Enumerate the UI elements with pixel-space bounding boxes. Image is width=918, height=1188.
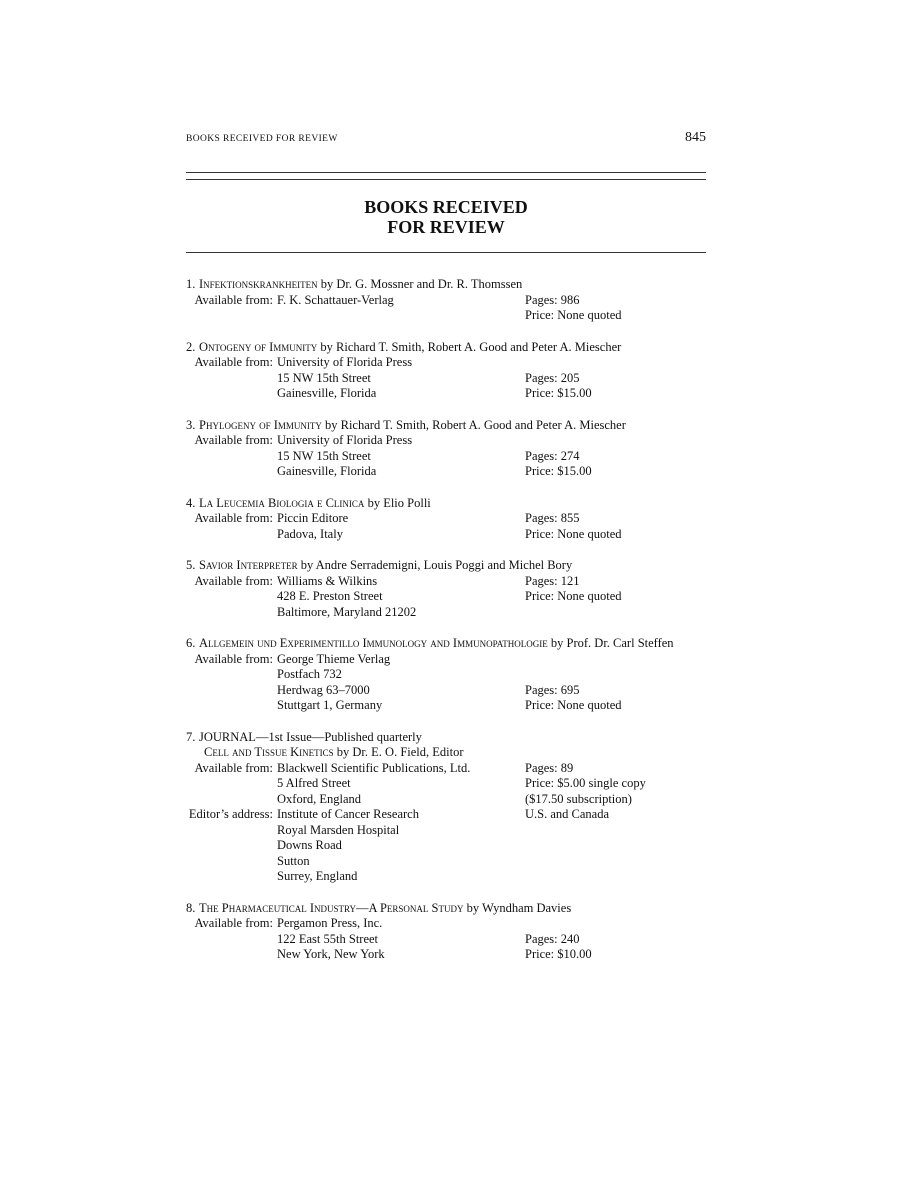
detail-label: Available from: <box>194 573 273 588</box>
detail-row <box>186 652 706 668</box>
entry-text <box>199 496 431 512</box>
title-line-2: FOR REVIEW <box>387 217 505 237</box>
book-authors: by Richard T. Smith, Robert A. Good and Peter A. Miescher <box>317 339 622 354</box>
pages-price: Pages: 240 <box>525 931 580 946</box>
detail-row <box>186 667 706 683</box>
detail-row <box>186 433 706 449</box>
pages-price: Pages: 89 <box>525 760 574 775</box>
entry-number: 1. <box>186 277 196 291</box>
detail-label: Available from: <box>194 355 273 369</box>
pages-price: Price: $5.00 single copy <box>525 776 646 790</box>
book-authors: by Dr. G. Mossner and Dr. R. Thomssen <box>317 277 523 291</box>
detail-row <box>186 355 706 371</box>
entry-number: 2. <box>186 339 196 354</box>
book-title: Savior Interpreter <box>199 558 298 572</box>
detail-label <box>186 792 277 808</box>
detail-label <box>186 464 277 480</box>
detail-label <box>186 854 277 870</box>
detail-label <box>186 776 277 792</box>
book-title: The Pharmaceutical Industry—A Personal Study <box>199 900 464 915</box>
running-header <box>186 130 706 156</box>
book-authors: by Elio Polli <box>364 495 431 510</box>
address-line: Surrey, England <box>277 869 358 883</box>
detail-row <box>186 464 706 480</box>
address-line: F. K. Schattauer-Verlag <box>277 292 394 307</box>
detail-row <box>186 792 706 808</box>
book-authors: by Wyndham Davies <box>463 900 572 915</box>
address-line: Baltimore, Maryland 21202 <box>277 604 417 619</box>
double-rule-divider <box>186 172 706 180</box>
detail-label: Available from: <box>194 433 273 447</box>
entry-text <box>199 730 422 746</box>
pages-price <box>525 916 706 932</box>
running-title: BOOKS RECEIVED FOR REVIEW <box>186 134 338 144</box>
entry-text <box>199 277 522 293</box>
detail-label <box>186 449 277 465</box>
entry-subheading <box>186 745 706 761</box>
address-line: 428 E. Preston Street <box>277 589 383 603</box>
detail-label <box>186 683 277 699</box>
book-entry <box>186 558 706 620</box>
book-authors: JOURNAL—1st Issue—Published quarterly <box>199 729 422 744</box>
book-entry <box>186 418 706 480</box>
entry-number: 6. <box>186 636 196 650</box>
pages-price <box>525 838 706 854</box>
detail-row <box>186 947 706 963</box>
address-line: Postfach 732 <box>277 667 342 681</box>
book-entry <box>186 730 706 885</box>
detail-row <box>186 698 706 714</box>
detail-label: Available from: <box>194 511 273 525</box>
pages-price: Pages: 205 <box>525 370 580 385</box>
entry-text <box>199 558 572 574</box>
detail-row <box>186 449 706 465</box>
detail-label: Available from: <box>194 651 273 666</box>
entry-text <box>199 636 674 652</box>
pages-price: U.S. and Canada <box>525 807 610 821</box>
rule-divider <box>186 252 706 253</box>
detail-row <box>186 386 706 402</box>
page-title <box>186 197 706 237</box>
address-line <box>277 308 525 324</box>
detail-label: Editor’s address: <box>188 807 273 821</box>
detail-row <box>186 761 706 777</box>
detail-row <box>186 823 706 839</box>
entry-text <box>199 418 626 434</box>
address-line: George Thieme Verlag <box>277 651 391 666</box>
entry-heading <box>186 277 706 293</box>
detail-label <box>186 667 277 683</box>
address-line: University of Florida Press <box>277 433 413 447</box>
detail-row <box>186 371 706 387</box>
pages-price <box>525 355 706 371</box>
address-line: Williams & Wilkins <box>277 573 378 588</box>
address-line: Sutton <box>277 853 310 868</box>
detail-label: Available from: <box>194 292 273 307</box>
detail-row <box>186 308 706 324</box>
entry-heading <box>186 730 706 746</box>
page-number: 845 <box>685 130 706 145</box>
pages-price: ($17.50 subscription) <box>525 791 632 806</box>
book-entry <box>186 901 706 963</box>
pages-price: Price: $15.00 <box>525 464 592 478</box>
book-authors: by Prof. Dr. Carl Steffen <box>547 636 674 650</box>
book-entry <box>186 636 706 714</box>
detail-label <box>186 698 277 714</box>
detail-label <box>186 869 277 885</box>
detail-label <box>186 947 277 963</box>
address-line: 15 NW 15th Street <box>277 370 371 385</box>
detail-label: Available from: <box>194 916 273 930</box>
pages-price: Pages: 121 <box>525 573 580 588</box>
address-line: New York, New York <box>277 947 385 961</box>
detail-label <box>186 823 277 839</box>
detail-row <box>186 916 706 932</box>
page <box>186 130 706 979</box>
detail-label <box>186 589 277 605</box>
pages-price <box>525 652 706 668</box>
address-line: Blackwell Scientific Publications, Ltd. <box>277 760 471 775</box>
address-line: Downs Road <box>277 838 342 852</box>
detail-label <box>186 838 277 854</box>
pages-price <box>525 605 706 621</box>
address-line: Stuttgart 1, Germany <box>277 698 383 712</box>
book-authors: by Andre Serrademigni, Louis Poggi and Michel Bory <box>297 558 573 572</box>
detail-row <box>186 293 706 309</box>
detail-row <box>186 854 706 870</box>
pages-price: Pages: 695 <box>525 682 580 697</box>
book-authors: by Richard T. Smith, Robert A. Good and Peter A. Miescher <box>321 417 626 432</box>
book-title: Allgemein und Experimentillo Immunology and Immunopathologie <box>199 636 548 650</box>
detail-label <box>186 527 277 543</box>
pages-price: Pages: 855 <box>525 511 580 525</box>
book-list <box>186 277 706 963</box>
book-title: Phylogeny of Immunity <box>199 417 322 432</box>
entry-heading <box>186 418 706 434</box>
pages-price: Price: None quoted <box>525 698 622 712</box>
book-title: Infektionskrankheiten <box>199 277 318 291</box>
detail-row <box>186 527 706 543</box>
address-line: 5 Alfred Street <box>277 776 351 790</box>
detail-label: Available from: <box>194 760 273 775</box>
detail-label <box>186 371 277 387</box>
detail-row <box>186 574 706 590</box>
book-authors: by Dr. E. O. Field, Editor <box>333 745 464 759</box>
entry-heading <box>186 340 706 356</box>
address-line: Pergamon Press, Inc. <box>277 916 383 930</box>
book-entry <box>186 340 706 402</box>
entry-number: 4. <box>186 495 196 510</box>
detail-row <box>186 932 706 948</box>
book-title: Cell and Tissue Kinetics <box>204 745 334 759</box>
pages-price <box>525 667 706 683</box>
address-line: Gainesville, Florida <box>277 386 377 400</box>
pages-price: Pages: 986 <box>525 292 580 307</box>
detail-row <box>186 807 706 823</box>
detail-label <box>186 308 277 324</box>
detail-row <box>186 511 706 527</box>
address-line: Royal Marsden Hospital <box>277 822 400 837</box>
detail-row <box>186 838 706 854</box>
entry-heading <box>186 558 706 574</box>
address-line: 122 East 55th Street <box>277 931 379 946</box>
entry-heading <box>186 636 706 652</box>
book-entry <box>186 277 706 324</box>
pages-price: Price: $10.00 <box>525 947 592 961</box>
pages-price: Price: None quoted <box>525 308 622 322</box>
detail-label <box>186 605 277 621</box>
detail-label <box>186 932 277 948</box>
entry-text <box>199 340 621 356</box>
entry-text <box>199 901 571 917</box>
address-line: University of Florida Press <box>277 355 413 369</box>
detail-row <box>186 589 706 605</box>
pages-price <box>525 854 706 870</box>
detail-label <box>186 386 277 402</box>
entry-heading <box>186 496 706 512</box>
address-line: Institute of Cancer Research <box>277 807 419 821</box>
pages-price: Price: None quoted <box>525 526 622 541</box>
pages-price: Price: $15.00 <box>525 386 592 400</box>
book-title: Ontogeny of Immunity <box>199 339 318 354</box>
address-line: Oxford, England <box>277 791 362 806</box>
pages-price <box>525 433 706 449</box>
entry-number: 7. <box>186 729 196 744</box>
title-line-1: BOOKS RECEIVED <box>364 197 528 217</box>
entry-number: 3. <box>186 417 196 432</box>
address-line: Piccin Editore <box>277 511 349 525</box>
address-line: Padova, Italy <box>277 526 343 541</box>
pages-price <box>525 823 706 839</box>
detail-row <box>186 683 706 699</box>
book-entry <box>186 496 706 543</box>
pages-price: Price: None quoted <box>525 589 622 603</box>
entry-heading <box>186 901 706 917</box>
detail-row <box>186 869 706 885</box>
pages-price: Pages: 274 <box>525 448 580 463</box>
address-line: Herdwag 63–7000 <box>277 682 370 697</box>
detail-row <box>186 776 706 792</box>
pages-price <box>525 869 706 885</box>
address-line: Gainesville, Florida <box>277 464 377 478</box>
entry-number: 8. <box>186 900 196 915</box>
detail-row <box>186 605 706 621</box>
address-line: 15 NW 15th Street <box>277 448 371 463</box>
book-title: La Leucemia Biologia e Clinica <box>199 495 365 510</box>
entry-number: 5. <box>186 558 196 572</box>
